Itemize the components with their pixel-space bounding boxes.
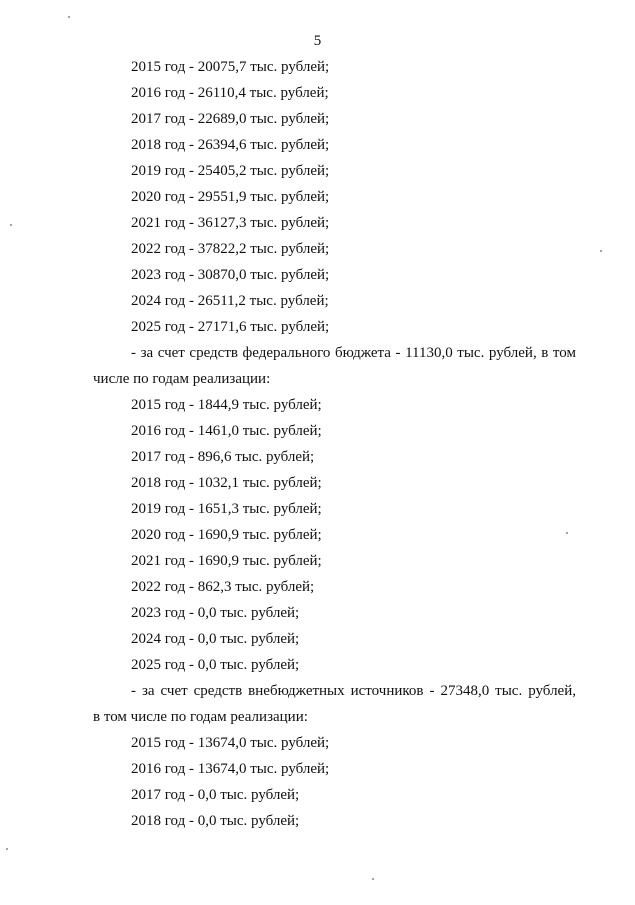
list-item: 2017 год - 22689,0 тыс. рублей; (131, 111, 330, 127)
list-item: 2019 год - 1651,3 тыс. рублей; (131, 501, 322, 517)
list-item: 2015 год - 13674,0 тыс. рублей; (131, 735, 330, 751)
list-item: 2021 год - 36127,3 тыс. рублей; (131, 215, 330, 231)
scan-speck (372, 878, 374, 880)
list-item: 2024 год - 0,0 тыс. рублей; (131, 631, 300, 647)
list-item: 2018 год - 1032,1 тыс. рублей; (131, 475, 322, 491)
list-item: 2020 год - 29551,9 тыс. рублей; (131, 189, 330, 205)
list-item: 2024 год - 26511,2 тыс. рублей; (131, 293, 329, 309)
list-item: 2016 год - 1461,0 тыс. рублей; (131, 423, 322, 439)
extrabudget-paragraph-line-2: в том числе по годам реализации: (93, 709, 308, 725)
extrabudget-paragraph-line-1: - за счет средств внебюджетных источников - 27348,0 тыс. рублей, (131, 683, 576, 699)
list-item: 2025 год - 27171,6 тыс. рублей; (131, 319, 330, 335)
federal-paragraph-line-1: - за счет средств федерального бюджета - 11130,0 тыс. рублей, в том (131, 345, 576, 361)
list-item: 2021 год - 1690,9 тыс. рублей; (131, 553, 322, 569)
scan-speck (566, 532, 568, 534)
list-item: 2020 год - 1690,9 тыс. рублей; (131, 527, 322, 543)
list-item: 2023 год - 30870,0 тыс. рублей; (131, 267, 330, 283)
scan-speck (68, 16, 70, 18)
federal-paragraph-line-2: числе по годам реализации: (93, 371, 271, 387)
list-item: 2018 год - 0,0 тыс. рублей; (131, 813, 300, 829)
list-item: 2019 год - 25405,2 тыс. рублей; (131, 163, 330, 179)
list-item: 2018 год - 26394,6 тыс. рублей; (131, 137, 330, 153)
scan-speck (6, 848, 8, 850)
list-item: 2015 год - 20075,7 тыс. рублей; (131, 59, 330, 75)
list-item: 2022 год - 862,3 тыс. рублей; (131, 579, 315, 595)
list-item: 2016 год - 26110,4 тыс. рублей; (131, 85, 329, 101)
list-item: 2016 год - 13674,0 тыс. рублей; (131, 761, 330, 777)
list-item: 2025 год - 0,0 тыс. рублей; (131, 657, 300, 673)
list-item: 2017 год - 0,0 тыс. рублей; (131, 787, 300, 803)
list-item: 2017 год - 896,6 тыс. рублей; (131, 449, 315, 465)
scan-speck (600, 250, 602, 252)
page-number: 5 (313, 33, 322, 49)
list-item: 2023 год - 0,0 тыс. рублей; (131, 605, 300, 621)
list-item: 2022 год - 37822,2 тыс. рублей; (131, 241, 330, 257)
list-item: 2015 год - 1844,9 тыс. рублей; (131, 397, 322, 413)
scan-speck (10, 224, 12, 226)
